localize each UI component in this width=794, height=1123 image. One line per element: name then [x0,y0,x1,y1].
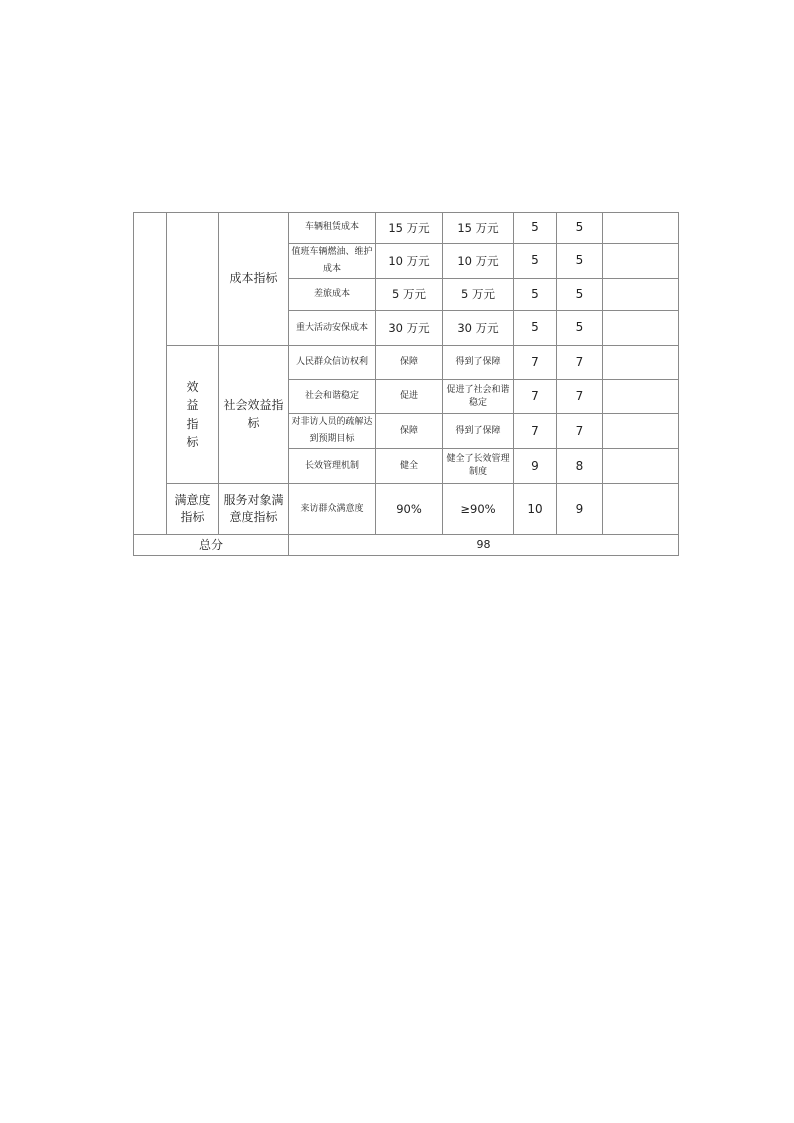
target-value-cell: 健全 [376,449,443,484]
actual-value-cell: 5 万元 [443,279,514,311]
table-row [134,213,679,244]
remark-cell [603,414,679,449]
score-cell: 5 [557,213,603,244]
actual-value-cell: 15 万元 [443,213,514,244]
score-cell: 5 [557,244,603,279]
table-row [134,484,679,535]
indicator-name-cell: 重大活动安保成本 [289,311,376,346]
weight-cell: 7 [514,346,557,380]
remark-cell [603,311,679,346]
target-value-cell: 保障 [376,346,443,380]
indicator-name-cell: 对非访人员的疏解达到预期目标 [289,414,376,449]
remark-cell [603,346,679,380]
actual-value-cell: 得到了保障 [443,346,514,380]
target-value-cell: 90% [376,484,443,535]
remark-cell [603,279,679,311]
indicator-name-cell: 值班车辆燃油、维护成本 [289,244,376,279]
remark-cell [603,380,679,414]
target-value-cell: 15 万元 [376,213,443,244]
actual-value-cell: 10 万元 [443,244,514,279]
indicator-name-cell: 人民群众信访权利 [289,346,376,380]
level2-indicator-cell: 满意度指标 [167,484,219,535]
weight-cell: 5 [514,311,557,346]
remark-cell [603,484,679,535]
weight-cell: 5 [514,279,557,311]
score-cell: 5 [557,311,603,346]
weight-cell: 7 [514,380,557,414]
actual-value-cell: 得到了保障 [443,414,514,449]
target-value-cell: 30 万元 [376,311,443,346]
indicator-name-cell: 来访群众满意度 [289,484,376,535]
actual-value-cell: 30 万元 [443,311,514,346]
actual-value-cell: 促进了社会和谐稳定 [443,380,514,414]
target-value-cell: 10 万元 [376,244,443,279]
target-value-cell: 保障 [376,414,443,449]
level1-indicator-cell [134,213,167,535]
indicator-name-cell: 差旅成本 [289,279,376,311]
remark-cell [603,449,679,484]
level2-indicator-cell [167,346,219,484]
weight-cell: 5 [514,213,557,244]
performance-table [133,212,679,556]
level2-indicator-cell [167,213,219,346]
weight-cell: 9 [514,449,557,484]
weight-cell: 10 [514,484,557,535]
level2-indicator-label: 效益指标 [186,379,199,450]
actual-value-cell: 健全了长效管理制度 [443,449,514,484]
indicator-name-cell: 车辆租赁成本 [289,213,376,244]
score-cell: 7 [557,380,603,414]
score-cell: 7 [557,346,603,380]
table-row [134,346,679,380]
target-value-cell: 5 万元 [376,279,443,311]
indicator-name-cell: 长效管理机制 [289,449,376,484]
score-cell: 8 [557,449,603,484]
total-row [134,535,679,556]
score-cell: 5 [557,279,603,311]
weight-cell: 5 [514,244,557,279]
indicator-name-cell: 社会和谐稳定 [289,380,376,414]
weight-cell: 7 [514,414,557,449]
level3-indicator-cell: 社会效益指标 [219,346,289,484]
score-cell: 9 [557,484,603,535]
total-label-cell: 总分 [134,535,289,556]
actual-value-cell: ≥90% [443,484,514,535]
remark-cell [603,244,679,279]
level3-indicator-cell: 服务对象满意度指标 [219,484,289,535]
remark-cell [603,213,679,244]
level3-indicator-cell: 成本指标 [219,213,289,346]
target-value-cell: 促进 [376,380,443,414]
total-value-cell: 98 [289,535,679,556]
score-cell: 7 [557,414,603,449]
